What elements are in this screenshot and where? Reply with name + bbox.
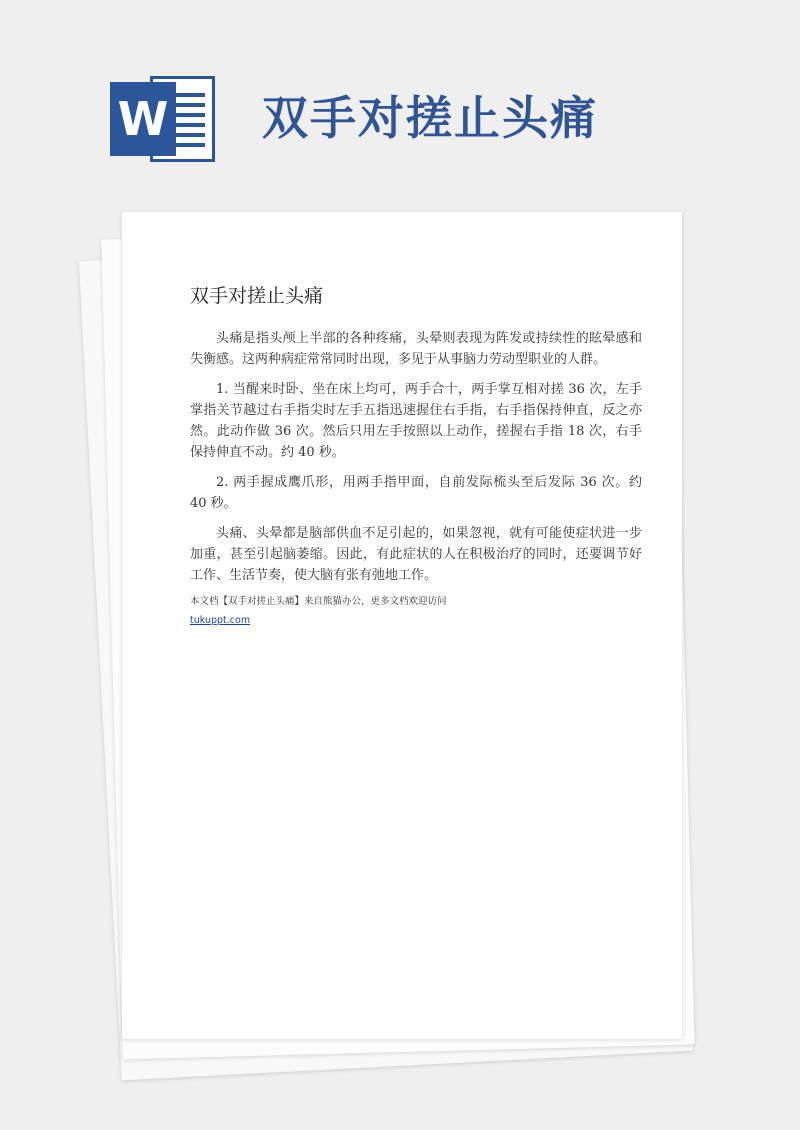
paragraph-step-1: 1. 当醒来时卧、坐在床上均可，两手合十，两手掌互相对搓 36 次，左手掌指关节越过右手指尖时左手五指迅速握住右手指，右手指保持伸直，反之亦然。此动作做 36 次。然后只用左手按照以上动作，搓握右手指 18 次，右手保持伸直不动。约 40 秒。 — [190, 382, 642, 460]
header-banner — [0, 0, 800, 200]
word-document-icon — [110, 76, 215, 162]
document-title: 双手对搓止头痛 — [190, 285, 324, 307]
banner-title: 双手对搓止头痛 — [262, 91, 598, 145]
source-link[interactable]: tukuppt.com — [190, 615, 251, 626]
paragraph-intro: 头痛是指头颅上半部的各种疼痛，头晕则表现为阵发或持续性的眩晕感和失衡感。这两种病症常常同时出现，多见于从事脑力劳动型职业的人群。 — [190, 331, 642, 367]
document-body — [190, 328, 642, 630]
word-letter-badge: W — [110, 82, 176, 156]
paragraph-step-2: 2. 两手握成鹰爪形，用两手指甲面，自前发际梳头至后发际 36 次。约 40 秒。 — [190, 475, 642, 511]
paragraph-conclusion: 头痛、头晕都是脑部供血不足引起的，如果忽视，就有可能使症状进一步加重，甚至引起脑萎缩。因此，有此症状的人在积极治疗的同时，还要调节好工作、生活节奏，使大脑有张有弛地工作。 — [190, 526, 642, 583]
source-note: 本文档【双手对搓止头痛】来自熊猫办公，更多文档欢迎访问 — [190, 596, 447, 607]
